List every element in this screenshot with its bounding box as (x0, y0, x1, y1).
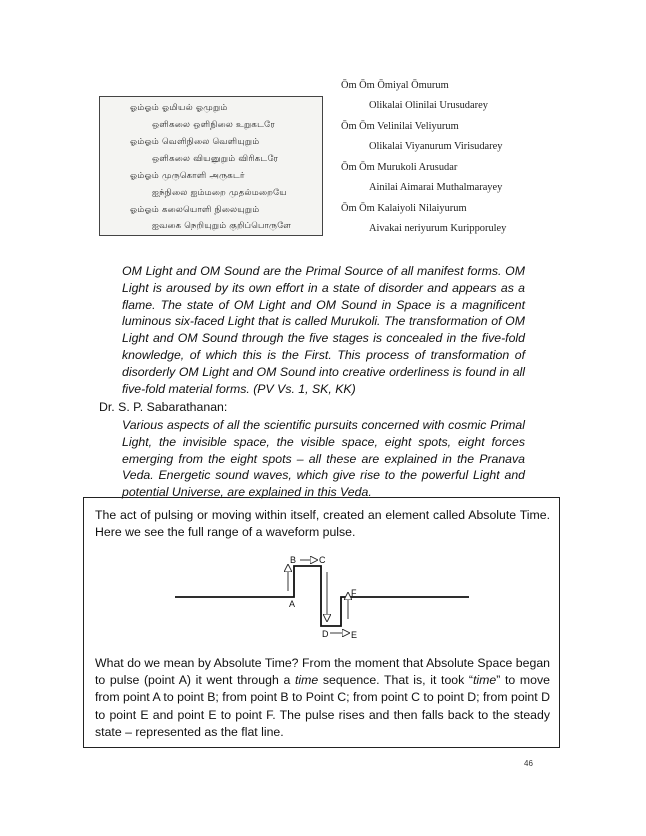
pulse-waveform-line (175, 566, 469, 626)
speaker-quote: Various aspects of all the scientific pursuits concerned with cosmic Primal Light, the invisible space, the visible space, eight spots, eight forces emerging from the eight spots – all these are explained in the Pranava Veda. Energetic sound waves, which give rise to the powerful Light and potential Universe, are explained in this Veda. (122, 418, 525, 500)
tamil-line-6: ஐந்நிலை ஐம்மறை முதல்மறையே (152, 188, 287, 198)
transliteration-line-3: Ōm Ōm Velinilai Veliyurum (341, 121, 459, 132)
label-f: F (351, 588, 357, 598)
box-body-end: ” to move from point A to point B; from point B to Point C; from point C to point D; from point D to point E and point E to point F. The pulse rises and then falls back to the steady state – represented as the flat line. (95, 673, 550, 739)
tamil-line-5: ஓம்ஓம் முருகொளி அருகடர் (130, 171, 245, 181)
label-d: D (322, 629, 329, 639)
transliteration-line-5: Ōm Ōm Murukoli Arusudar (341, 162, 458, 173)
box-body (95, 655, 550, 741)
page-number: 46 (524, 759, 533, 768)
transliteration-line-8: Aivakai neriyurum Kuripporuley (369, 223, 507, 234)
box-intro: The act of pulsing or moving within itself, created an element called Absolute Time. Here we see the full range of a waveform pulse. (95, 508, 550, 540)
label-b: B (290, 555, 297, 565)
speaker-name: Dr. S. P. Sabarathanan: (99, 400, 228, 414)
box-body-start: What do we mean by Absolute Time? From the moment that Absolute Space began to pulse (point A) it went through a (95, 656, 550, 688)
tamil-line-3: ஓம்ஓம் வெளிநிலை வெளியுறும் (130, 137, 260, 147)
verse-commentary: OM Light and OM Sound are the Primal Source of all manifest forms. OM Light is aroused by its own effort in a state of disorder and appears as a flame. The state of OM Light and OM Sound in Space is a magnificent luminous six-faced Light that is called Murukoli. The transformation of OM Light and OM Sound through the five stages is concealed in the five-fold knowledge, of which this is the First. This process of transformation of disorderly OM Light and OM Sound into creative orderliness is found in all five-fold material forms. (PV Vs. 1, SK, KK) (122, 264, 525, 396)
tamil-line-4: ஒளிகலை வியனுறும் விரிகடரே (152, 154, 279, 164)
box-body-emph: time (294, 673, 319, 688)
transliteration-line-4: Olikalai Viyanurum Virisudarey (369, 141, 503, 152)
box-body-mid: sequence. That is, it took “ (318, 673, 474, 688)
label-e: E (351, 630, 358, 640)
tamil-verse-box (99, 96, 323, 236)
tamil-line-8: ஐவகை நெறியுறும் குறிப்பொருளே (152, 221, 292, 231)
box-body-emph2: time (473, 673, 497, 688)
transliteration-line-1: Ōm Ōm Ōmiyal Ōmurum (341, 80, 449, 91)
tamil-line-7: ஓம்ஓம் கலையொளி நிலையுறும் (130, 205, 260, 215)
tamil-line-2: ஒளிகலை ஒளிநிலை உறுகடரே (152, 120, 275, 130)
transliteration-line-2: Olikalai Olinilai Urusudarey (369, 100, 488, 111)
transliteration-line-6: Ainilai Aimarai Muthalmarayey (369, 182, 503, 193)
tamil-line-1: ஓம்ஓம் ஓமியல் ஓமுறும் (130, 103, 228, 113)
label-c: C (319, 555, 326, 565)
transliteration-line-7: Ōm Ōm Kalaiyoli Nilaiyurum (341, 203, 467, 214)
waveform-pulse-diagram (170, 548, 480, 644)
label-a: A (289, 599, 296, 609)
